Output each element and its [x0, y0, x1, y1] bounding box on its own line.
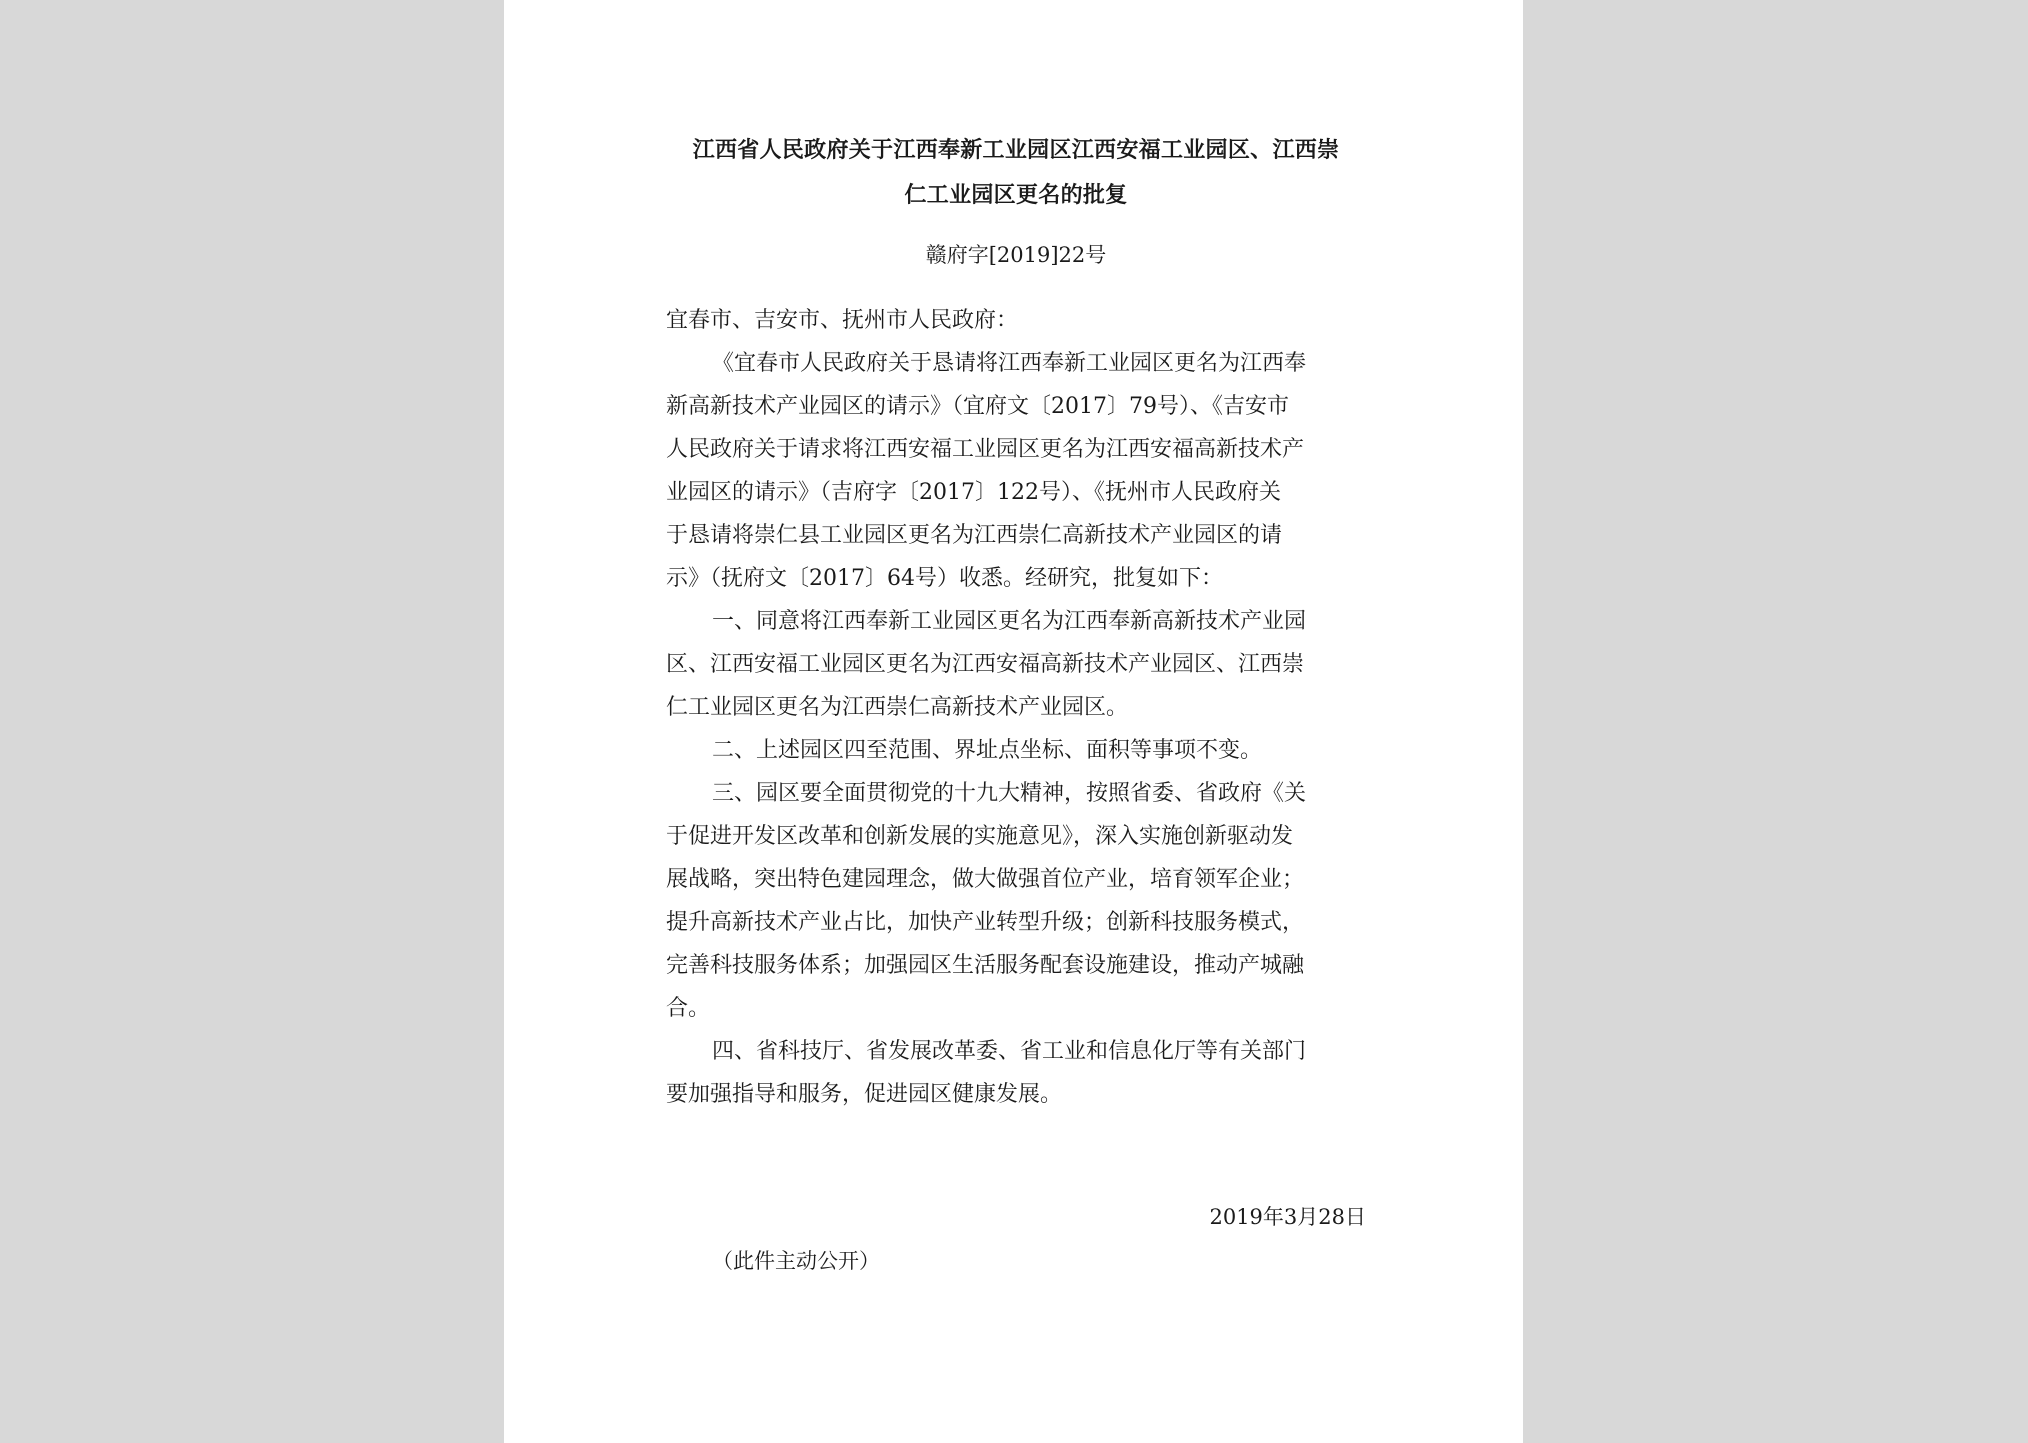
document-page [504, 0, 1523, 1443]
publication-note: （此件主动公开） [712, 1249, 880, 1273]
title-line-2: 仁工业园区更名的批复 [904, 182, 1128, 208]
body-line: 仁工业园区更名为江西崇仁高新技术产业园区。 [666, 695, 1129, 720]
document-title [666, 128, 1366, 218]
body-line: 区、江西安福工业园区更名为江西安福高新技术产业园区、江西崇 [666, 652, 1305, 677]
body-line: 展战略，突出特色建园理念，做大做强首位产业，培育领军企业； [666, 867, 1305, 892]
body-line: 一、同意将江西奉新工业园区更名为江西奉新高新技术产业园 [712, 609, 1307, 634]
document-body [666, 299, 1366, 1116]
body-line: 三、园区要全面贯彻党的十九大精神，按照省委、省政府《关 [712, 781, 1307, 806]
body-line: 《宜春市人民政府关于恳请将江西奉新工业园区更名为江西奉 [712, 351, 1307, 376]
body-line: 示》（抚府文〔2017〕64号）收悉。经研究，批复如下： [666, 566, 1223, 591]
document-number: 赣府字[2019]22号 [925, 243, 1107, 267]
body-line: 二、上述园区四至范围、界址点坐标、面积等事项不变。 [712, 738, 1263, 763]
body-line: 完善科技服务体系；加强园区生活服务配套设施建设，推动产城融 [666, 953, 1305, 978]
title-line-1: 江西省人民政府关于江西奉新工业园区江西安福工业园区、江西崇 [692, 137, 1340, 163]
body-line: 提升高新技术产业占比，加快产业转型升级；创新科技服务模式， [666, 910, 1305, 935]
body-line: 于促进开发区改革和创新发展的实施意见》，深入实施创新驱动发 [666, 824, 1294, 849]
salutation: 宜春市、吉安市、抚州市人民政府： [666, 308, 1019, 333]
body-line: 业园区的请示》（吉府字〔2017〕122号）、《抚州市人民政府关 [666, 480, 1281, 505]
body-line: 要加强指导和服务，促进园区健康发展。 [666, 1082, 1063, 1107]
body-line: 新高新技术产业园区的请示》（宜府文〔2017〕79号）、《吉安市 [666, 394, 1289, 419]
body-line: 于恳请将崇仁县工业园区更名为江西崇仁高新技术产业园区的请 [666, 523, 1283, 548]
body-line: 合。 [666, 996, 711, 1021]
body-line: 四、省科技厅、省发展改革委、省工业和信息化厅等有关部门 [712, 1039, 1307, 1064]
body-line: 人民政府关于请求将江西安福工业园区更名为江西安福高新技术产 [666, 437, 1305, 462]
document-date: 2019年3月28日 [1209, 1205, 1366, 1229]
